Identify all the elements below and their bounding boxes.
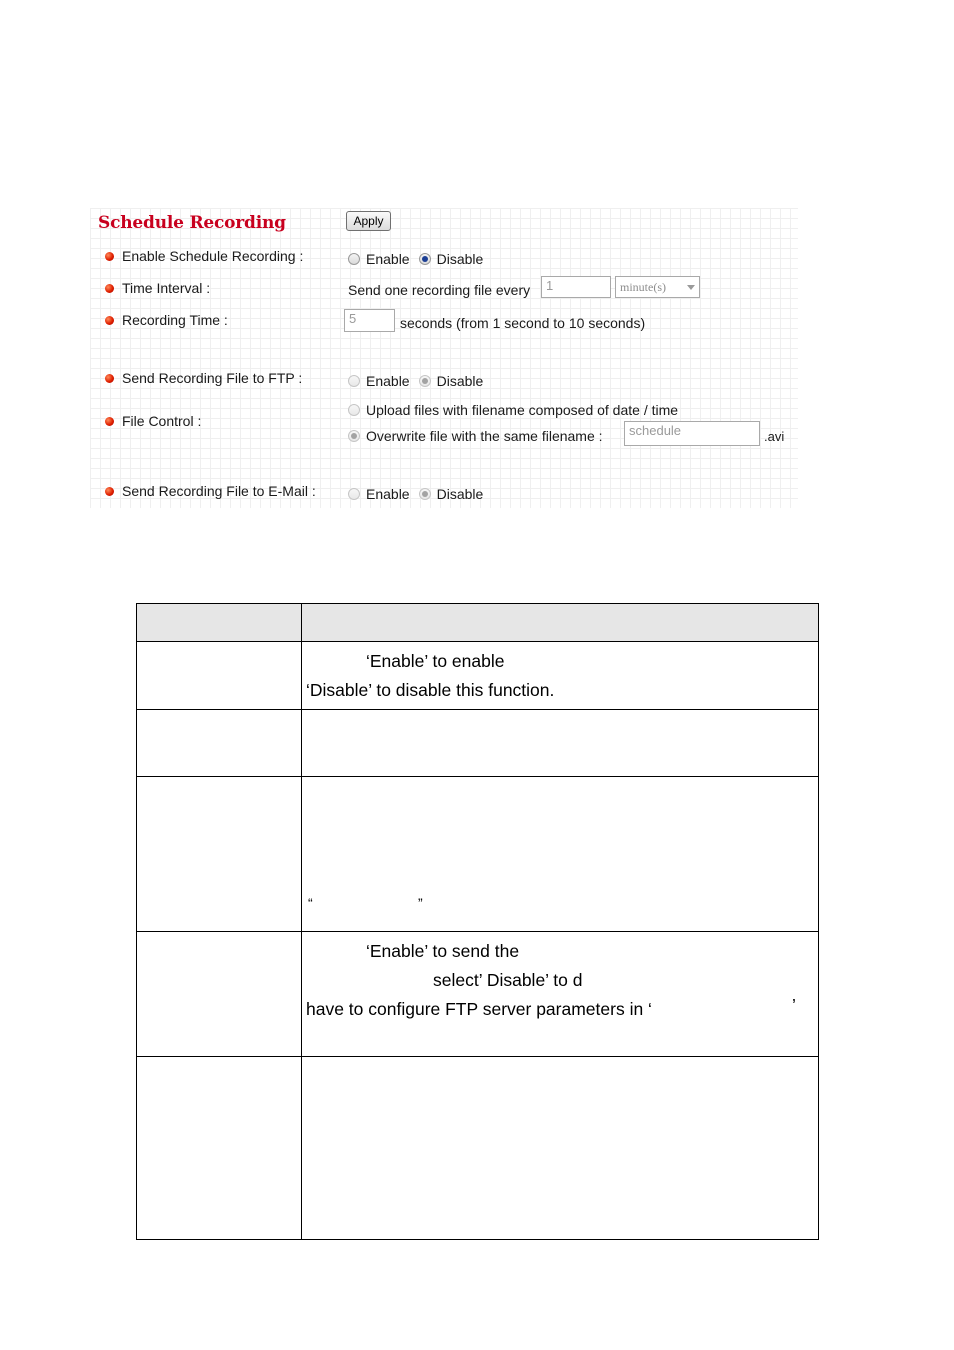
send-email-options: Enable Disable [348, 486, 483, 502]
table-row [137, 1057, 819, 1240]
recording-time-input[interactable]: 5 [344, 309, 395, 332]
table-cell-description [302, 932, 819, 1057]
bullet-icon [105, 284, 114, 293]
enable-schedule-radio-disable[interactable] [419, 253, 431, 265]
label-recording-time: Recording Time : [105, 312, 228, 328]
description-line: ‘Enable’ to enable [366, 651, 505, 671]
table-cell-description [302, 1057, 819, 1240]
schedule-recording-panel [90, 208, 798, 508]
label-enable-schedule: Enable Schedule Recording : [105, 248, 303, 264]
send-ftp-radio-enable[interactable] [348, 375, 360, 387]
table-cell-item [137, 932, 302, 1057]
table-row [137, 642, 819, 710]
description-line: “ [308, 895, 313, 911]
table-cell-item [137, 710, 302, 777]
send-ftp-options: Enable Disable [348, 373, 483, 389]
table-row [137, 777, 819, 932]
description-table [136, 603, 819, 1240]
table-cell-description [302, 642, 819, 710]
description-line: ‘Enable’ to send the [366, 941, 520, 961]
table-cell-item [137, 642, 302, 710]
bullet-icon [105, 316, 114, 325]
time-unit-select[interactable]: minute(s) [615, 276, 700, 298]
table-header-cell [137, 604, 302, 642]
table-cell-item [137, 1057, 302, 1240]
label-time-interval: Time Interval : [105, 280, 210, 296]
file-control-option-overwrite: Overwrite file with the same filename : [348, 428, 603, 444]
label-send-ftp: Send Recording File to FTP : [105, 370, 302, 386]
recording-time-hint: seconds (from 1 second to 10 seconds) [400, 315, 646, 331]
description-line: have to configure FTP server parameters in ‘ [306, 999, 652, 1019]
description-line: ‘Disable’ to disable this function. [306, 680, 555, 700]
send-email-radio-disable[interactable] [419, 488, 431, 500]
file-control-radio-upload[interactable] [348, 404, 360, 416]
file-control-option-upload: Upload files with filename composed of date / time [348, 402, 678, 418]
send-email-radio-enable[interactable] [348, 488, 360, 500]
bullet-icon [105, 252, 114, 261]
enable-schedule-options: Enable Disable [348, 251, 483, 267]
table-cell-description [302, 777, 819, 932]
time-interval-input[interactable]: 1 [541, 276, 611, 298]
time-interval-prefix: Send one recording file every [348, 282, 531, 298]
chevron-down-icon [687, 285, 695, 290]
filename-extension: .avi [764, 429, 785, 444]
bullet-icon [105, 374, 114, 383]
table-cell-item [137, 777, 302, 932]
table-cell-description [302, 710, 819, 777]
label-file-control: File Control : [105, 413, 201, 429]
label-send-email: Send Recording File to E-Mail : [105, 483, 316, 499]
table-row [137, 932, 819, 1057]
description-line: select’ Disable’ to d [433, 970, 583, 990]
bullet-icon [105, 487, 114, 496]
table-header-cell [302, 604, 819, 642]
page-title: Schedule Recording [98, 213, 286, 233]
filename-input[interactable]: schedule [624, 421, 760, 446]
description-line: ” [418, 895, 423, 911]
enable-schedule-radio-enable[interactable] [348, 253, 360, 265]
description-line: ’ [792, 995, 796, 1015]
table-header-row [137, 604, 819, 642]
apply-button[interactable]: Apply [346, 211, 391, 231]
send-ftp-radio-disable[interactable] [419, 375, 431, 387]
table-row [137, 710, 819, 777]
bullet-icon [105, 417, 114, 426]
file-control-radio-overwrite[interactable] [348, 430, 360, 442]
